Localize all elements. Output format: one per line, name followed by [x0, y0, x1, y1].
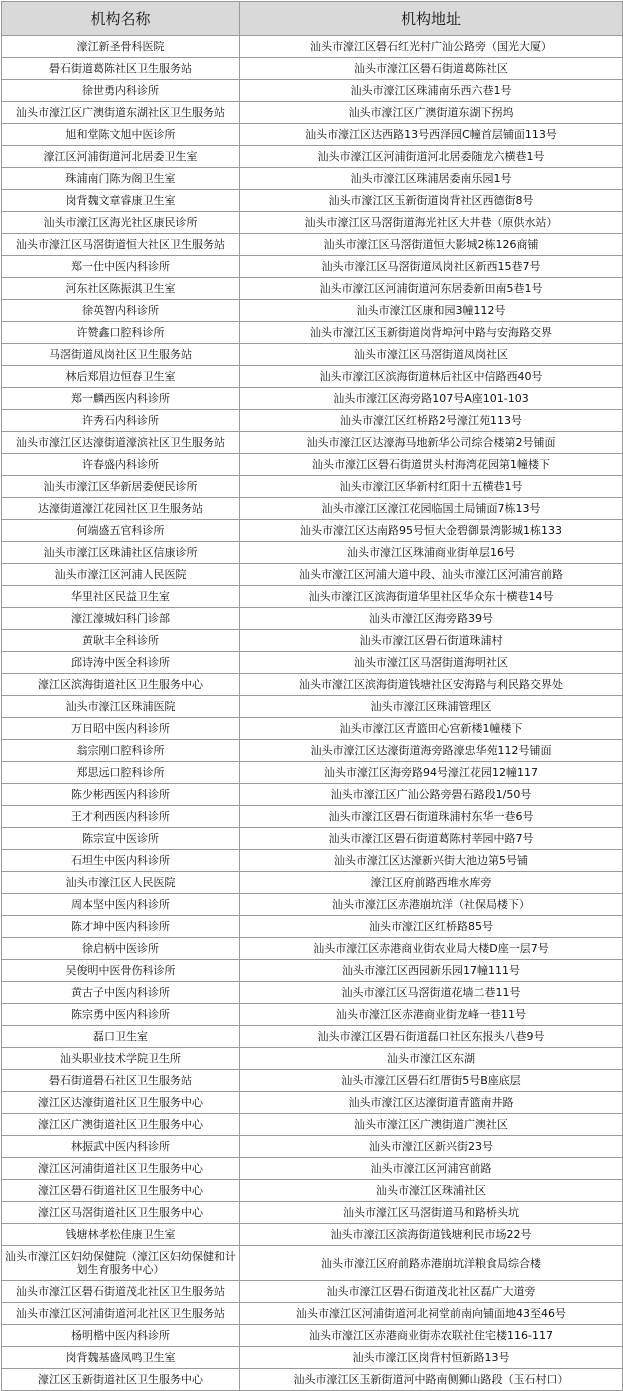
- institution-name: 黄耿丰全科诊所: [2, 630, 240, 652]
- institution-address: 汕头市濠江区红桥路85号: [240, 916, 623, 938]
- institution-address: 汕头市濠江区滨海街道钱塘利民市场22号: [240, 1224, 623, 1246]
- institution-address: 汕头市濠江区红桥路2号濠江苑113号: [240, 410, 623, 432]
- table-row: [2, 1092, 623, 1114]
- table-row: [2, 190, 623, 212]
- header-institution-name: 机构名称: [2, 2, 240, 36]
- institution-name: 汕头市濠江区妇幼保健院（濠江区妇幼保健和计划生育服务中心）: [2, 1246, 240, 1281]
- table-row: [2, 960, 623, 982]
- institution-address: 汕头市濠江区河浦宫前路: [240, 1158, 623, 1180]
- institution-name: 礐石街道礐石社区卫生服务站: [2, 1070, 240, 1092]
- table-row: [2, 1004, 623, 1026]
- institution-name: 许秀石内科诊所: [2, 410, 240, 432]
- institution-name: 达濠街道濠江花园社区卫生服务站: [2, 498, 240, 520]
- institution-address: 汕头市濠江区礐石街道磊口社区东报头八巷9号: [240, 1026, 623, 1048]
- institution-name: 徐世勇内科诊所: [2, 80, 240, 102]
- institution-name: 汕头市濠江区达濠街道濠滨社区卫生服务站: [2, 432, 240, 454]
- table-row: [2, 718, 623, 740]
- table-row: [2, 1369, 623, 1391]
- institution-name: 旭和堂陈文旭中医诊所: [2, 124, 240, 146]
- institution-name: 珠浦南门陈为阁卫生室: [2, 168, 240, 190]
- institution-name: 郑思远口腔科诊所: [2, 762, 240, 784]
- institution-name: 濠江区达濠街道社区卫生服务中心: [2, 1092, 240, 1114]
- institution-address: 汕头市濠江区华新村红阳十五横巷1号: [240, 476, 623, 498]
- institution-name: 杨明楷中医内科诊所: [2, 1325, 240, 1347]
- institution-name: 徐启柄中医诊所: [2, 938, 240, 960]
- institution-address: 汕头市濠江区马滘街道凤岗社区: [240, 344, 623, 366]
- institution-address: 汕头市濠江区赤港商业街赤农联社住宅楼116-117: [240, 1325, 623, 1347]
- institution-address: 汕头市濠江区滨海街道林后社区中信路西40号: [240, 366, 623, 388]
- institution-name: 华里社区民益卫生室: [2, 586, 240, 608]
- table-row: [2, 476, 623, 498]
- institution-address: 汕头市濠江区玉新街道岗背埠河中路与安海路交界: [240, 322, 623, 344]
- table-row: [2, 520, 623, 542]
- institution-name: 汕头市濠江区华新居委便民诊所: [2, 476, 240, 498]
- institution-name: 郑一仕中医内科诊所: [2, 256, 240, 278]
- institution-name: 汕头市濠江区珠浦社区信康诊所: [2, 542, 240, 564]
- institution-address: 汕头市濠江区达南路95号恒大金碧御景湾影城1栋133: [240, 520, 623, 542]
- table-row: [2, 542, 623, 564]
- institution-address: 汕头市濠江区珠浦社区: [240, 1180, 623, 1202]
- institution-address: 汕头市濠江区濠江花园临国土局铺面7栋13号: [240, 498, 623, 520]
- table-row: [2, 1325, 623, 1347]
- table-row: [2, 410, 623, 432]
- institution-address: 汕头市濠江区河浦街道河北祠堂前南向铺面地43至46号: [240, 1303, 623, 1325]
- institution-name: 汕头市濠江区广澳街道东湖社区卫生服务站: [2, 102, 240, 124]
- institution-address: 汕头市濠江区东湖: [240, 1048, 623, 1070]
- table-row: [2, 1070, 623, 1092]
- institution-address: 汕头市濠江区珠浦管理区: [240, 696, 623, 718]
- institution-name: 许赞鑫口腔科诊所: [2, 322, 240, 344]
- table-row: [2, 168, 623, 190]
- table-row: [2, 850, 623, 872]
- institution-name: 钱塘林孝松佳康卫生室: [2, 1224, 240, 1246]
- table-row: [2, 454, 623, 476]
- header-row: [2, 2, 623, 36]
- table-row: [2, 762, 623, 784]
- table-row: [2, 1180, 623, 1202]
- institution-name: 濠江濠城妇科门诊部: [2, 608, 240, 630]
- table-row: [2, 1303, 623, 1325]
- table-row: [2, 58, 623, 80]
- institution-name: 徐英智内科诊所: [2, 300, 240, 322]
- institution-address: 汕头市濠江区广澳街道广澳社区: [240, 1114, 623, 1136]
- institution-address: 汕头市濠江区珠浦南乐西六巷1号: [240, 80, 623, 102]
- institution-name: 翁宗刚口腔科诊所: [2, 740, 240, 762]
- table-row: [2, 564, 623, 586]
- institution-name: 汕头市濠江区河浦街道河北社区卫生服务站: [2, 1303, 240, 1325]
- institution-address: 汕头市濠江区礐石街道珠浦村: [240, 630, 623, 652]
- table-row: [2, 1246, 623, 1281]
- table-row: [2, 36, 623, 58]
- table-row: [2, 80, 623, 102]
- table-row: [2, 1347, 623, 1369]
- institution-name: 周本坚中医内科诊所: [2, 894, 240, 916]
- table-row: [2, 696, 623, 718]
- institution-address: 汕头市濠江区珠浦居委南乐园1号: [240, 168, 623, 190]
- institution-name: 许春盛内科诊所: [2, 454, 240, 476]
- institution-name: 汕头市濠江区马滘街道恒大社区卫生服务站: [2, 234, 240, 256]
- table-row: [2, 1281, 623, 1303]
- institution-address: 汕头市濠江区河浦大道中段、汕头市濠江区河浦宫前路: [240, 564, 623, 586]
- institution-name: 黄古子中医内科诊所: [2, 982, 240, 1004]
- institution-name: 林振武中医内科诊所: [2, 1136, 240, 1158]
- institution-name: 林后郑眉边恒春卫生室: [2, 366, 240, 388]
- institution-name: 汕头市濠江区河浦人民医院: [2, 564, 240, 586]
- institution-name: 岗背魏基盛凤鸣卫生室: [2, 1347, 240, 1369]
- institution-address: 汕头市濠江区礐石街道珠浦村东华一巷6号: [240, 806, 623, 828]
- institution-address: 汕头市濠江区玉新街道河中路南侧狮山路段（玉石村口）: [240, 1369, 623, 1391]
- table-row: [2, 740, 623, 762]
- institution-address: 汕头市濠江区滨海街道华里社区华众东十横巷14号: [240, 586, 623, 608]
- institution-name: 汕头市濠江区珠浦医院: [2, 696, 240, 718]
- table-row: [2, 278, 623, 300]
- institution-address: 汕头市濠江区新兴街23号: [240, 1136, 623, 1158]
- table-row: [2, 234, 623, 256]
- institution-address: 汕头市濠江区礐石街道茂北社区磊广大道旁: [240, 1281, 623, 1303]
- institution-address: 汕头市濠江区广澳街道东湖下拐坞: [240, 102, 623, 124]
- institution-address: 汕头市濠江区青篮田心宫新楼1幢楼下: [240, 718, 623, 740]
- table-row: [2, 388, 623, 410]
- table-row: [2, 608, 623, 630]
- table-row: [2, 322, 623, 344]
- institution-address: 汕头市濠江区马滘街道恒大影城2栋126商铺: [240, 234, 623, 256]
- table-row: [2, 1136, 623, 1158]
- institution-address: 濠江区府前路西堆水库旁: [240, 872, 623, 894]
- institution-name: 濠江区礐石街道社区卫生服务中心: [2, 1180, 240, 1202]
- institution-name: 马滘街道凤岗社区卫生服务站: [2, 344, 240, 366]
- institution-address: 汕头市濠江区赤港商业街农业局大楼D座一层7号: [240, 938, 623, 960]
- institution-name: 石坦生中医内科诊所: [2, 850, 240, 872]
- institution-name: 汕头市濠江区礐石街道茂北社区卫生服务站: [2, 1281, 240, 1303]
- institution-address: 汕头市濠江区赤港商业街龙峰一巷11号: [240, 1004, 623, 1026]
- institution-address: 汕头市濠江区达西路13号西泽园C幢首层铺面113号: [240, 124, 623, 146]
- institution-address: 汕头市濠江区海旁路39号: [240, 608, 623, 630]
- institution-address: 汕头市濠江区礐石红厝街5号B座底层: [240, 1070, 623, 1092]
- table-row: [2, 806, 623, 828]
- institution-name: 郑一麟西医内科诊所: [2, 388, 240, 410]
- institution-address: 汕头市濠江区马滘街道海明社区: [240, 652, 623, 674]
- institution-address: 汕头市濠江区马滘街道花墙二巷11号: [240, 982, 623, 1004]
- table-row: [2, 432, 623, 454]
- table-row: [2, 1158, 623, 1180]
- institution-name: 濠江区马滘街道社区卫生服务中心: [2, 1202, 240, 1224]
- table-row: [2, 102, 623, 124]
- institution-name: 陈少彬西医内科诊所: [2, 784, 240, 806]
- table-row: [2, 828, 623, 850]
- table-row: [2, 872, 623, 894]
- institution-address: 汕头市濠江区康和园3幢112号: [240, 300, 623, 322]
- table-row: [2, 1026, 623, 1048]
- institution-name: 礐石街道葛陈社区卫生服务站: [2, 58, 240, 80]
- table-row: [2, 366, 623, 388]
- institution-address: 汕头市濠江区珠浦商业街单层16号: [240, 542, 623, 564]
- table-row: [2, 586, 623, 608]
- table-row: [2, 674, 623, 696]
- institution-name: 濠江区广澳街道社区卫生服务中心: [2, 1114, 240, 1136]
- institution-name: 濠江区河浦街道社区卫生服务中心: [2, 1158, 240, 1180]
- institution-name: 汕头市濠江区人民医院: [2, 872, 240, 894]
- institution-name: 陈宗勇中医内科诊所: [2, 1004, 240, 1026]
- institution-address: 汕头市濠江区马滘街道马和路桥头坑: [240, 1202, 623, 1224]
- institution-name: 万日昭中医内科诊所: [2, 718, 240, 740]
- table-row: [2, 300, 623, 322]
- institution-address: 汕头市濠江区达濠新兴街大池边第5号铺: [240, 850, 623, 872]
- table-row: [2, 212, 623, 234]
- institution-table: [1, 1, 623, 1391]
- institution-address: 汕头市濠江区马滘街道海光社区大井巷（原供水站）: [240, 212, 623, 234]
- institution-address: 汕头市濠江区河浦街道河东居委新田南5巷1号: [240, 278, 623, 300]
- table-row: [2, 982, 623, 1004]
- institution-address: 汕头市濠江区礐石街道葛陈社区: [240, 58, 623, 80]
- header-institution-address: 机构地址: [240, 2, 623, 36]
- institution-name: 濠江新圣骨科医院: [2, 36, 240, 58]
- table-row: [2, 124, 623, 146]
- institution-address: 汕头市濠江区滨海街道钱塘社区安海路与利民路交界处: [240, 674, 623, 696]
- institution-address: 汕头市濠江区赤港崩坑洋（社保局楼下）: [240, 894, 623, 916]
- table-row: [2, 894, 623, 916]
- institution-address: 汕头市濠江区达濠街道海旁路濠忠华苑112号铺面: [240, 740, 623, 762]
- institution-address: 汕头市濠江区岗背村恒新路13号: [240, 1347, 623, 1369]
- institution-address: 汕头市濠江区礐石街道贯头村海湾花园第1幢楼下: [240, 454, 623, 476]
- institution-name: 王才利西医内科诊所: [2, 806, 240, 828]
- table-row: [2, 1224, 623, 1246]
- institution-address: 汕头市濠江区礐石街道葛陈村莘园中路7号: [240, 828, 623, 850]
- institution-name: 陈才坤中医内科诊所: [2, 916, 240, 938]
- table-row: [2, 498, 623, 520]
- institution-name: 何端盛五官科诊所: [2, 520, 240, 542]
- table-row: [2, 630, 623, 652]
- institution-name: 濠江区玉新街道社区卫生服务中心: [2, 1369, 240, 1391]
- institution-address: 汕头市濠江区海旁路94号濠江花园12幢117: [240, 762, 623, 784]
- institution-name: 河东社区陈振淇卫生室: [2, 278, 240, 300]
- institution-name: 濠江区河浦街道河北居委卫生室: [2, 146, 240, 168]
- institution-address: 汕头市濠江区玉新街道岗背社区西德街8号: [240, 190, 623, 212]
- table-row: [2, 916, 623, 938]
- institution-name: 吴俊明中医骨伤科诊所: [2, 960, 240, 982]
- institution-address: 汕头市濠江区礐石红光村广汕公路旁（国光大厦）: [240, 36, 623, 58]
- institution-address: 汕头市濠江区海旁路107号A座101-103: [240, 388, 623, 410]
- table-row: [2, 256, 623, 278]
- institution-address: 汕头市濠江区达濠街道青篮南井路: [240, 1092, 623, 1114]
- table-row: [2, 1048, 623, 1070]
- institution-name: 汕头市濠江区海光社区康民诊所: [2, 212, 240, 234]
- table-row: [2, 146, 623, 168]
- institution-address: 汕头市濠江区西园新乐园17幢111号: [240, 960, 623, 982]
- table-row: [2, 652, 623, 674]
- institution-name: 陈宗宣中医诊所: [2, 828, 240, 850]
- institution-name: 磊口卫生室: [2, 1026, 240, 1048]
- institution-name: 汕头职业技术学院卫生所: [2, 1048, 240, 1070]
- institution-name: 濠江区滨海街道社区卫生服务中心: [2, 674, 240, 696]
- table-row: [2, 1202, 623, 1224]
- institution-address: 汕头市濠江区达濠海马地新华公司综合楼第2号铺面: [240, 432, 623, 454]
- institution-address: 汕头市濠江区广汕公路旁礐石路段1/50号: [240, 784, 623, 806]
- table-row: [2, 1114, 623, 1136]
- table-row: [2, 784, 623, 806]
- institution-name: 岗背魏文章睿康卫生室: [2, 190, 240, 212]
- table-row: [2, 344, 623, 366]
- institution-address: 汕头市濠江区马滘街道凤岗社区新西15巷7号: [240, 256, 623, 278]
- institution-name: 邱诗涛中医全科诊所: [2, 652, 240, 674]
- institution-address: 汕头市濠江区河浦街道河北居委随龙六横巷1号: [240, 146, 623, 168]
- table-row: [2, 938, 623, 960]
- institution-address: 汕头市濠江区府前路赤港崩坑洋粮食局综合楼: [240, 1246, 623, 1281]
